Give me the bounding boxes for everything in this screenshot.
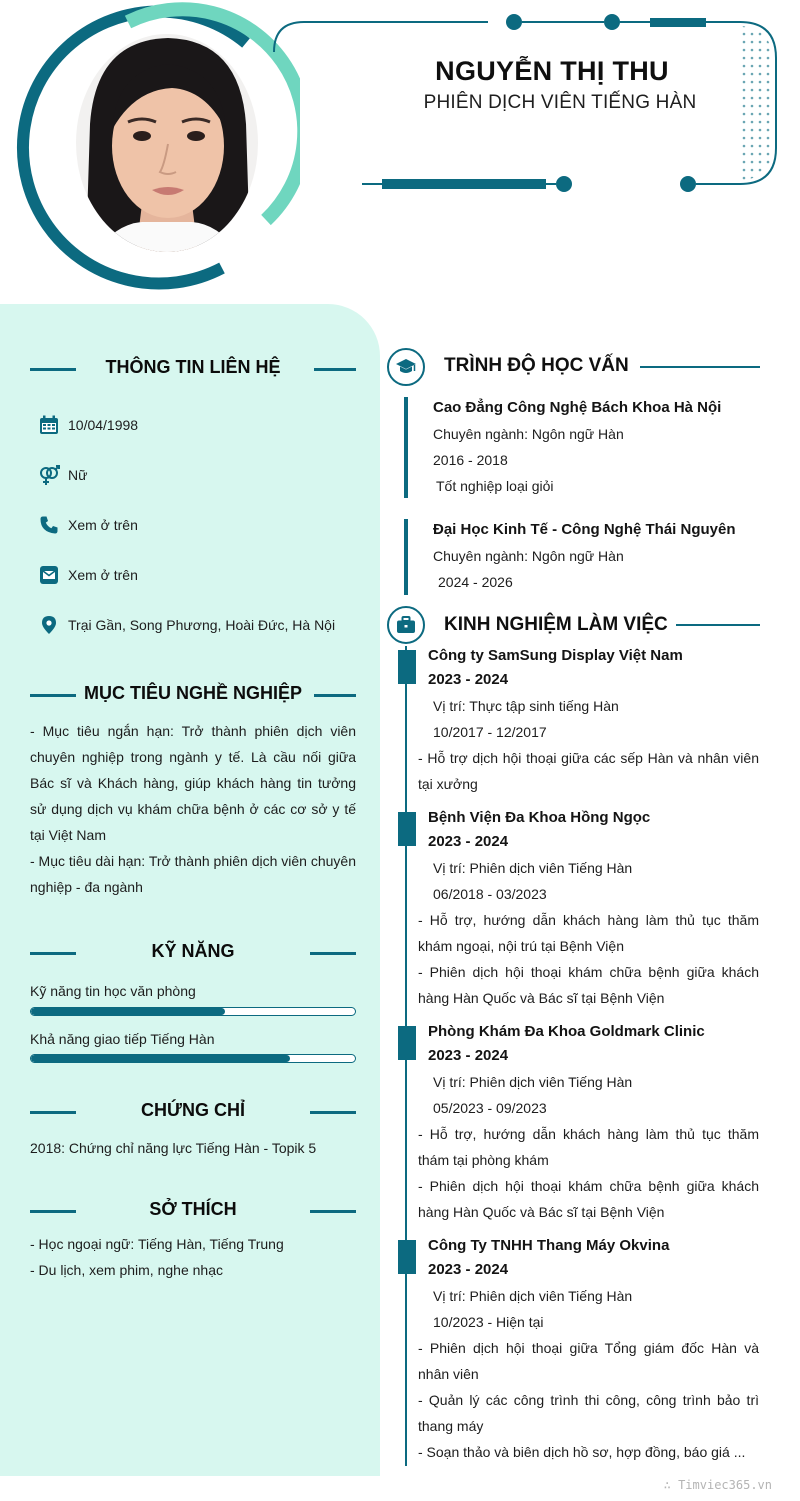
education-marker xyxy=(404,397,408,498)
experience-marker xyxy=(398,1240,416,1274)
watermark: ∴ Timviec365.vn xyxy=(663,1478,772,1492)
experience-period: 2023 - 2024 xyxy=(428,833,509,850)
phone-icon xyxy=(38,514,60,536)
education-period: 2016 - 2018 xyxy=(433,452,508,468)
experience-period: 2023 - 2024 xyxy=(428,671,509,688)
experience-marker xyxy=(398,812,416,846)
candidate-name: NGUYỄN THỊ THU xyxy=(435,56,669,86)
graduation-cap-icon xyxy=(395,358,417,376)
experience-title: KINH NGHIỆM LÀM VIỆC xyxy=(444,614,668,635)
experience-company: Công Ty TNHH Thang Máy Okvina xyxy=(428,1237,670,1254)
experience-dates: 06/2018 - 03/2023 xyxy=(433,886,547,902)
experience-role: Vị trí: Thực tập sinh tiếng Hàn xyxy=(433,698,619,714)
email-value[interactable]: Xem ở trên xyxy=(68,567,138,583)
contact-gender xyxy=(38,463,87,487)
email-icon xyxy=(38,564,60,586)
education-note: Tốt nghiệp loại giỏi xyxy=(436,478,554,494)
experience-dates: 10/2017 - 12/2017 xyxy=(433,724,547,740)
calendar-icon xyxy=(38,414,60,436)
experience-description: - Hỗ trợ dịch hội thoại giữa các sếp Hàn và nhân viên tại xưởng xyxy=(418,750,759,792)
profile-photo xyxy=(76,34,258,252)
experience-company: Công ty SamSung Display Việt Nam xyxy=(428,647,683,664)
experience-period: 2023 - 2024 xyxy=(428,1261,509,1278)
experience-description: - Hỗ trợ, hướng dẫn khách hàng làm thủ tục thăm thám tại phòng khám xyxy=(418,1126,759,1168)
experience-description: - Phiên dịch hội thoại giữa Tổng giám đốc Hàn và nhân viên xyxy=(418,1340,759,1382)
contact-address xyxy=(38,613,335,637)
education-icon-circle xyxy=(387,348,425,386)
contact-section-header xyxy=(30,354,356,384)
address-value: Trại Gần, Song Phương, Hoài Đức, Hà Nội xyxy=(68,617,336,633)
experience-description: - Soạn thảo và biên dịch hồ sơ, hợp đồng, báo giá ... xyxy=(418,1444,746,1460)
experience-role: Vị trí: Phiên dịch viên Tiếng Hàn xyxy=(433,1074,633,1090)
experience-marker xyxy=(398,1026,416,1060)
dob-value: 10/04/1998 xyxy=(68,417,139,433)
hobby-item: - Học ngoại ngữ: Tiếng Hàn, Tiếng Trung xyxy=(30,1236,284,1252)
skill-bar xyxy=(30,1054,356,1063)
experience-dates: 10/2023 - Hiện tại xyxy=(433,1314,544,1330)
experience-company: Phòng Khám Đa Khoa Goldmark Clinic xyxy=(428,1023,705,1040)
skill-bar-fill xyxy=(31,1055,290,1062)
experience-dates: 05/2023 - 09/2023 xyxy=(433,1100,547,1116)
experience-icon-circle xyxy=(387,606,425,644)
skill-bar xyxy=(30,1007,356,1016)
education-title: TRÌNH ĐỘ HỌC VẤN xyxy=(444,355,629,376)
experience-description: - Phiên dịch hội thoại khám chữa bệnh giữa khách hàng Hàn Quốc và Bác sĩ tại Bệnh Viện xyxy=(418,964,759,1006)
experience-title-line xyxy=(676,624,760,626)
experience-company: Bệnh Viện Đa Khoa Hồng Ngọc xyxy=(428,809,651,826)
gender-value: Nữ xyxy=(68,467,88,483)
objective-section-header xyxy=(30,680,356,710)
skill-label: Kỹ năng tin học văn phòng xyxy=(30,983,196,999)
education-major: Chuyên ngành: Ngôn ngữ Hàn xyxy=(433,548,624,564)
hobby-item: - Du lịch, xem phim, nghe nhạc xyxy=(30,1262,223,1278)
education-marker xyxy=(404,519,408,595)
experience-description: - Phiên dịch hội thoại khám chữa bệnh giữa khách hàng Hàn Quốc và Bác sĩ tại Bệnh Viện xyxy=(418,1178,759,1220)
contact-title: THÔNG TIN LIÊN HỆ xyxy=(105,357,281,377)
briefcase-icon xyxy=(396,616,416,634)
experience-role: Vị trí: Phiên dịch viên Tiếng Hàn xyxy=(433,860,633,876)
gender-icon xyxy=(38,464,60,486)
watermark-text: Timviec365.vn xyxy=(678,1478,772,1492)
location-icon xyxy=(38,614,60,636)
certificate-item: 2018: Chứng chỉ năng lực Tiếng Hàn - Topik 5 xyxy=(30,1140,317,1156)
certificates-title: CHỨNG CHỈ xyxy=(141,1100,245,1120)
objective-long-term: - Mục tiêu dài hạn: Trở thành phiên dịch viên chuyên nghiệp - đa ngành xyxy=(30,853,356,895)
education-school: Cao Đẳng Công Nghệ Bách Khoa Hà Nội xyxy=(433,399,722,416)
skill-label: Khả năng giao tiếp Tiếng Hàn xyxy=(30,1031,215,1047)
hobbies-section-header xyxy=(30,1196,356,1226)
skills-section-header xyxy=(30,938,356,968)
contact-email xyxy=(38,563,138,587)
education-school: Đại Học Kinh Tế - Công Nghệ Thái Nguyên xyxy=(433,521,736,538)
certificates-section-header xyxy=(30,1097,356,1127)
contact-phone xyxy=(38,513,138,537)
objective-title: MỤC TIÊU NGHỀ NGHIỆP xyxy=(83,683,302,703)
experience-role: Vị trí: Phiên dịch viên Tiếng Hàn xyxy=(433,1288,633,1304)
phone-value[interactable]: Xem ở trên xyxy=(68,517,138,533)
education-period: 2024 - 2026 xyxy=(438,574,513,590)
experience-description: - Quản lý các công trình thi công, công trình bảo trì thang máy xyxy=(418,1392,759,1434)
experience-period: 2023 - 2024 xyxy=(428,1047,509,1064)
skill-bar-fill xyxy=(31,1008,225,1015)
skills-title: KỸ NĂNG xyxy=(151,941,235,961)
experience-description: - Hỗ trợ, hướng dẫn khách hàng làm thủ tục thăm khám ngoại, nội trú tại Bệnh Viện xyxy=(418,912,759,954)
experience-marker xyxy=(398,650,416,684)
hobbies-title: SỞ THÍCH xyxy=(149,1199,237,1219)
education-major: Chuyên ngành: Ngôn ngữ Hàn xyxy=(433,426,624,442)
contact-dob xyxy=(38,413,138,437)
education-title-line xyxy=(640,366,760,368)
candidate-position: PHIÊN DỊCH VIÊN TIẾNG HÀN xyxy=(423,92,697,113)
objective-short-term: - Mục tiêu ngắn hạn: Trở thành phiên dịch viên chuyên nghiệp trong ngành y tế. Là cầu nối giữa Bác sĩ và Khách hàng, giúp khách hàng tin tưởng sử dụng dịch vụ khám chữa bệnh ở các cơ sở y tế tại Việt Nam xyxy=(30,723,356,843)
